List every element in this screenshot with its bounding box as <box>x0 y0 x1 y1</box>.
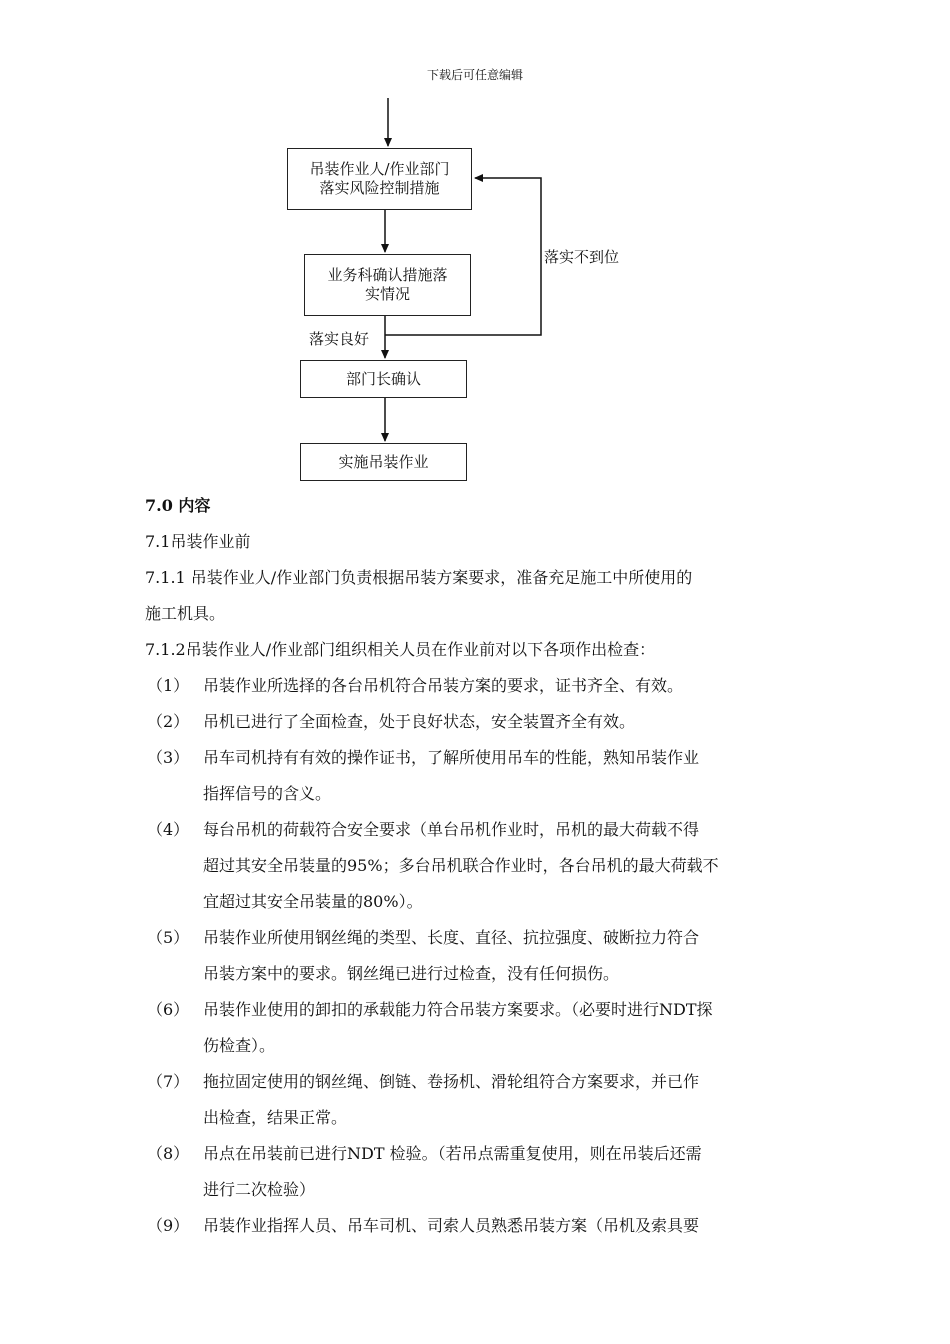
checklist-item-line: 出检查，结果正常。 <box>203 1108 348 1127</box>
checklist-item-line: 超过其安全吊装量的95%；多台吊机联合作业时，各台吊机的最大荷载不 <box>203 856 719 875</box>
checklist-item-number: （7） <box>147 1072 190 1091</box>
paragraph-7-1-2: 7.1.2吊装作业人/作业部门组织相关人员在作业前对以下各项作出检查： <box>145 640 656 659</box>
paragraph-7-1-1-line-2: 施工机具。 <box>145 604 226 623</box>
checklist-item-line: 每台吊机的荷载符合安全要求（单台吊机作业时，吊机的最大荷载不得 <box>203 820 700 839</box>
checklist-item-line: 吊装作业指挥人员、吊车司机、司索人员熟悉吊装方案（吊机及索具要 <box>203 1216 700 1235</box>
page-header: 下载后可任意编辑 <box>426 68 523 82</box>
checklist-item <box>145 812 810 920</box>
checklist-item-text <box>203 668 810 704</box>
flow-box-execute-lifting: 实施吊装作业 <box>300 443 467 481</box>
checklist-item-number: （5） <box>147 928 190 947</box>
flow-box-2-line-1: 业务科确认措施落 <box>327 266 448 284</box>
checklist-item-number: （9） <box>147 1216 190 1235</box>
checklist-item-text <box>203 1136 810 1208</box>
flow-box-1-line-2: 落实风险控制措施 <box>319 179 440 197</box>
paragraph-7-1-1-line-1: 7.1.1 吊装作业人/作业部门负责根据吊装方案要求，准备充足施工中所使用的 <box>145 568 693 587</box>
checklist-item <box>145 1136 810 1208</box>
flow-box-dept-head-confirm: 部门长确认 <box>300 360 467 398</box>
checklist-item-line: 伤检查）。 <box>203 1036 276 1055</box>
flowchart-connectors <box>0 0 950 500</box>
checklist-item-line: 拖拉固定使用的钢丝绳、倒链、卷扬机、滑轮组符合方案要求，并已作 <box>203 1072 700 1091</box>
flow-box-2-line-2: 实情况 <box>364 285 410 303</box>
checklist-item-number: （2） <box>147 712 190 731</box>
section-heading: 7.0 内容 <box>145 496 211 515</box>
checklist-item-text <box>203 704 810 740</box>
checklist-item-line: 吊车司机持有有效的操作证书，了解所使用吊车的性能，熟知吊装作业 <box>203 748 700 767</box>
checklist-item-number: （6） <box>147 1000 190 1019</box>
checklist-item <box>145 704 810 740</box>
checklist-item-text <box>203 1064 810 1136</box>
checklist-item-number: （1） <box>147 676 190 695</box>
checklist-item-text <box>203 740 810 812</box>
checklist-item-line: 吊装作业使用的卸扣的承载能力符合吊装方案要求。（必要时进行NDT探 <box>203 1000 713 1019</box>
flow-box-1-line-1: 吊装作业人/作业部门 <box>309 160 450 178</box>
checklist-item-text <box>203 1208 810 1244</box>
flow-box-implement-controls <box>287 148 472 210</box>
document-body <box>145 488 810 1244</box>
checklist-item-text <box>203 992 810 1064</box>
loop-label: 落实不到位 <box>544 248 620 266</box>
checklist-item-number: （8） <box>147 1144 190 1163</box>
checklist-item-line: 指挥信号的含义。 <box>203 784 332 803</box>
checklist-item <box>145 1208 810 1244</box>
checklist-item-text <box>203 920 810 992</box>
checklist-item-line: 吊机已进行了全面检查，处于良好状态，安全装置齐全有效。 <box>203 712 636 731</box>
checklist-item-number: （3） <box>147 748 190 767</box>
checklist-item <box>145 920 810 992</box>
checklist-item <box>145 1064 810 1136</box>
checklist-item-line: 进行二次检验） <box>203 1180 316 1199</box>
checklist-item <box>145 992 810 1064</box>
checklist-item <box>145 740 810 812</box>
checklist-item-text <box>203 812 810 920</box>
checklist-item-line: 吊点在吊装前已进行NDT 检验。（若吊点需重复使用，则在吊装后还需 <box>203 1144 702 1163</box>
ok-label: 落实良好 <box>309 330 370 348</box>
flow-box-business-confirm <box>304 254 471 316</box>
checklist-item-number: （4） <box>147 820 190 839</box>
checklist-item-line: 吊装作业所使用钢丝绳的类型、长度、直径、抗拉强度、破断拉力符合 <box>203 928 700 947</box>
checklist <box>145 668 810 1244</box>
checklist-item-line: 吊装作业所选择的各台吊机符合吊装方案的要求，证书齐全、有效。 <box>203 676 684 695</box>
checklist-item <box>145 668 810 704</box>
checklist-item-line: 吊装方案中的要求。钢丝绳已进行过检查，没有任何损伤。 <box>203 964 620 983</box>
subsection-heading: 7.1吊装作业前 <box>145 532 251 551</box>
checklist-item-line: 宜超过其安全吊装量的80%）。 <box>203 892 423 911</box>
